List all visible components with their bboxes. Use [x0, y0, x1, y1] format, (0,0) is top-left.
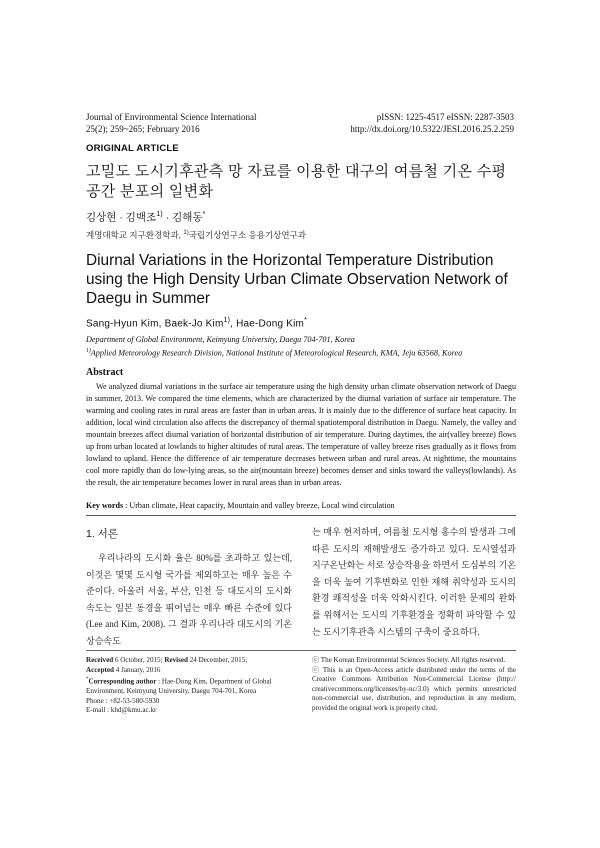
english-aff2-sup: 1) [86, 348, 91, 354]
corresponding-author [86, 675, 292, 697]
journal-name: Journal of Environmental Science International [86, 112, 257, 122]
issn: pISSN: 1225-4517 eISSN: 2287-3503 [376, 112, 514, 122]
intro-left-column [86, 550, 292, 650]
volume-issue: 25(2); 259~265; February 2016 [86, 124, 200, 134]
korean-affiliation [86, 229, 306, 241]
email[interactable]: E-mail : khd@kmu.ac.kr [86, 706, 157, 715]
corr-text: : Hae-Dong Kim, Department of Global Environment, Keimyung University, Daegu 704-701, Korea [86, 677, 272, 696]
korean-authors-sup: 1) [156, 209, 163, 218]
received-date: 6 October, 2015; [113, 656, 165, 664]
korean-authors [86, 209, 205, 225]
corr-label: Corresponding author [88, 677, 157, 686]
dates-line [86, 656, 292, 666]
footer-divider [86, 650, 516, 651]
phone: Phone : +82-53-580-5930 [86, 696, 160, 705]
article-type: ORIGINAL ARTICLE [86, 143, 179, 154]
abstract-heading: Abstract [86, 367, 124, 378]
korean-authors-tail: · 김해동 [162, 211, 203, 224]
english-authors-star: * [304, 317, 307, 324]
english-title: Diurnal Variations in the Horizontal Temperature Distribution using the High Density Urban Climate Observation Network of Daegu in Summer [86, 252, 508, 307]
accepted-date: 4 January, 2016 [113, 665, 161, 674]
abstract-body: We analyzed diurnal variations in the surface air temperature using the high density urban climate observation network of Daegu in summer, 2013. We compared the time elements, which are characterized by the diurnal variation of surface air temperature. The warming and cooling rates in rural areas are faster than in urban areas. It is mainly due to the difference of surface heat capacity. In addition, local wind circulation also affects the discrepancy of thermal spatiotemporal distribution in Daegu. Namely, the valley and mountain breezes affect diurnal variation of horizontal distribution of air temperature. During daytimes, the air(valley breeze) flows up from urban located at lowlands to higher altitudes of rural areas. The temperature of valley breeze rises gradually as it flows from lowland to upland. Hence the difference of air temperature decreases between urban and rural areas. At nighttime, the mountains cool more rapidly than do low-lying areas, so the air(mountain breeze) becomes denser and sinks toward the valleys(lowlands). As the result, the air temperature becomes lower in rural areas than in urban areas. [86, 382, 516, 487]
english-authors [86, 317, 307, 329]
revised-label: Revised [164, 656, 188, 664]
korean-aff-a: 계명대학교 지구환경학과, [86, 230, 184, 240]
korean-title-line1: 고밀도 도시기후관측 망 자료를 이용한 대구의 여름철 기온 수평 [86, 163, 507, 180]
korean-title-line2: 공간 분포의 일변화 [86, 183, 214, 200]
journal-header-right [350, 111, 514, 135]
english-authors-b: , Hae-Dong Kim [230, 318, 305, 330]
footer-left [86, 656, 292, 716]
keywords [86, 501, 516, 510]
copyright-line: ⓒ The Korean Environmental Sciences Society. All rights reserved. [312, 656, 506, 664]
korean-aff-sup: 1) [183, 230, 189, 237]
footer-right [312, 656, 516, 714]
korean-aff-b: 국립기상연구소 응용기상연구과 [188, 230, 307, 240]
english-affiliation-1: Department of Global Environment, Keimyung University, Daegu 704-701, Korea [86, 335, 355, 344]
received-label: Received [86, 656, 114, 664]
revised-date: 24 December, 2015; [187, 656, 248, 664]
keywords-label: Key words [86, 501, 124, 510]
accepted-line [86, 666, 292, 676]
intro-heading: 1. 서론 [86, 528, 118, 540]
korean-authors-main: 김상현 · 김백조 [86, 211, 157, 224]
doi-link[interactable]: http://dx.doi.org/10.5322/JESI.2016.25.2.259 [350, 124, 514, 134]
intro-right-column [312, 524, 516, 640]
accepted-label: Accepted [86, 665, 114, 674]
english-authors-a: Sang-Hyun Kim, Baek-Jo Kim [86, 318, 224, 330]
english-affiliation-2 [86, 348, 462, 358]
english-authors-sup: 1) [223, 317, 231, 324]
abstract-divider [86, 515, 516, 516]
intro-paragraph-right: 는 매우 현저하며, 여름철 도시형 홍수의 발생과 그에 따른 도시의 재해발생도 증가하고 있다. 도시열섬과 지구온난화는 서로 상승작용을 하면서 도심부의 기온을 더욱 높여 기후변화로 인한 재해 취약성과 도시의 환경 쾌적성을 더욱 악화시킨다. 이러한 문제의 완화를 위해서는 도시의 기후환경을 정확히 파악할 수 있는 도시기후관측 시스템의 구축이 중요하다. [312, 527, 516, 637]
journal-header-left [86, 111, 256, 135]
license-text: ⓒ This is an Open-Access article distributed under the terms of the Creative Commons Attribution Non-Commercial License (http:// creativecommons.org/licenses/by-nc/3.0) which permits unrestricted non-commercial use, distribution, and reproduction in any medium, provided the original work is properly cited. [312, 665, 516, 712]
keywords-list: : Urban climate, Heat capacity, Mountain and valley breeze, Local wind circulation [123, 501, 395, 510]
intro-paragraph-left: 우리나라의 도시화 율은 80%를 초과하고 있는데, 이것은 몇몇 도시형 국가를 제외하고는 매우 높은 수준이다. 아울러 서울, 부산, 인천 등 대도시의 도시화 속도는 일본 동경을 뛰어넘는 매우 빠른 수준에 있다(Lee and Kim, 2008). 그 결과 우리나라 대도시의 기온상승속도 [86, 553, 292, 646]
korean-authors-star: * [202, 209, 206, 218]
korean-title [86, 162, 516, 202]
corr-star: * [86, 677, 89, 683]
english-aff2-text: Applied Meteorology Research Division, National Institute of Meteorological Research, KMA, Jeju 63568, Korea [90, 348, 463, 358]
